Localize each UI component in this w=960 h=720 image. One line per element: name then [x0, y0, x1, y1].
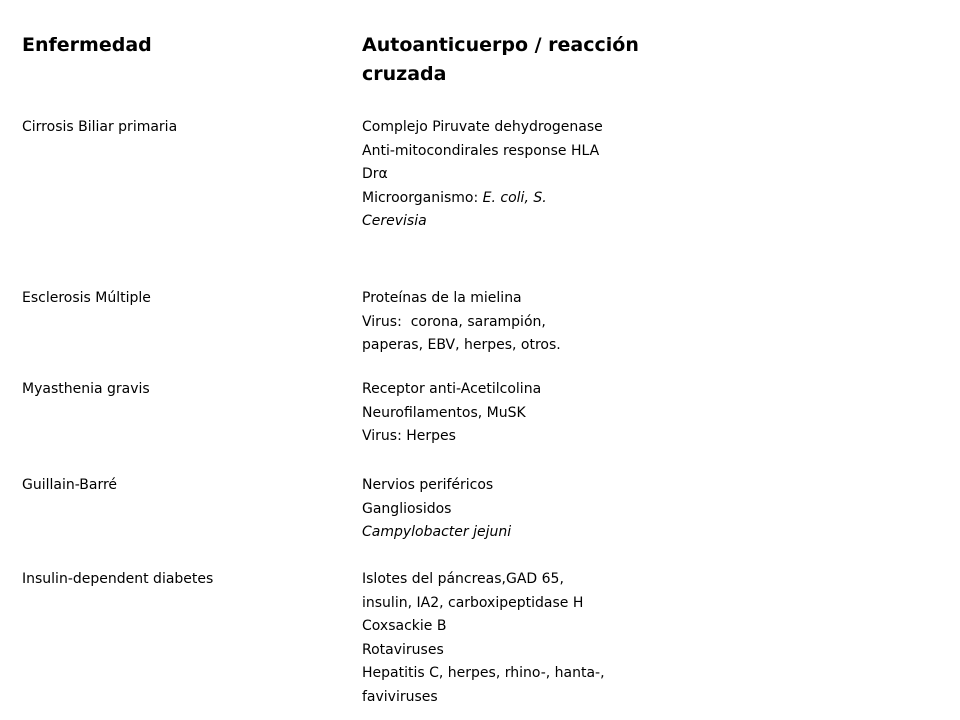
antigen-cell-3	[362, 378, 652, 449]
antigen-line: Coxsackie B	[362, 618, 447, 634]
antigen-cell-1	[362, 116, 652, 234]
header-autoantibody-line2: cruzada	[362, 63, 447, 85]
antigen-line: Drα	[362, 166, 388, 182]
antigen-line: Neurofilamentos, MuSK	[362, 404, 526, 421]
antigen-line: Virus: Herpes	[362, 428, 456, 444]
antigen-line: Nervios periféricos	[362, 477, 494, 493]
antigen-line: Hepatitis C, herpes, rhino-, hanta-,	[362, 665, 605, 681]
header-disease-label: Enfermedad	[22, 34, 152, 56]
antigen-line: Virus: corona, sarampión,	[362, 313, 546, 330]
antigen-line-organism: Cerevisia	[362, 213, 427, 229]
antigen-line: Rotaviruses	[362, 641, 444, 658]
disease-name: Esclerosis Múltiple	[22, 290, 151, 306]
antigen-cell-5	[362, 568, 652, 709]
antigen-line: Receptor anti-Acetilcolina	[362, 381, 542, 397]
disease-cell-1	[22, 116, 342, 140]
antigen-line: Complejo Piruvate dehydrogenase	[362, 119, 603, 135]
antigen-line-organism: E. coli, S.	[482, 189, 547, 206]
disease-name: Guillain-Barré	[22, 477, 118, 493]
antigen-line: Proteínas de la mielina	[362, 290, 522, 306]
antigen-line: Anti-mitocondirales response HLA	[362, 142, 600, 159]
disease-cell-4	[22, 474, 342, 498]
antigen-line: paperas, EBV, herpes, otros.	[362, 337, 561, 353]
antigen-line: Islotes del páncreas,GAD 65,	[362, 571, 564, 587]
antigen-line: Gangliosidos	[362, 500, 452, 517]
disease-name: Myasthenia gravis	[22, 381, 150, 397]
antigen-line: faviviruses	[362, 688, 438, 705]
antigen-cell-4	[362, 474, 652, 545]
header-autoantibody-line1: Autoanticuerpo / reacción	[362, 34, 639, 56]
antigen-line-organism: Campylobacter jejuni	[362, 524, 512, 540]
header-autoantibody	[362, 31, 652, 89]
antigen-line	[362, 187, 652, 211]
disease-name: Cirrosis Biliar primaria	[22, 119, 178, 135]
disease-cell-2	[22, 287, 342, 311]
disease-cell-5	[22, 568, 342, 592]
antigen-line: insulin, IA2, carboxipeptidase H	[362, 594, 584, 611]
disease-name: Insulin-dependent diabetes	[22, 571, 214, 587]
disease-cell-3	[22, 378, 342, 402]
antigen-cell-2	[362, 287, 652, 358]
header-disease	[22, 31, 342, 60]
antigen-line-prefix: Microorganismo:	[362, 189, 483, 206]
